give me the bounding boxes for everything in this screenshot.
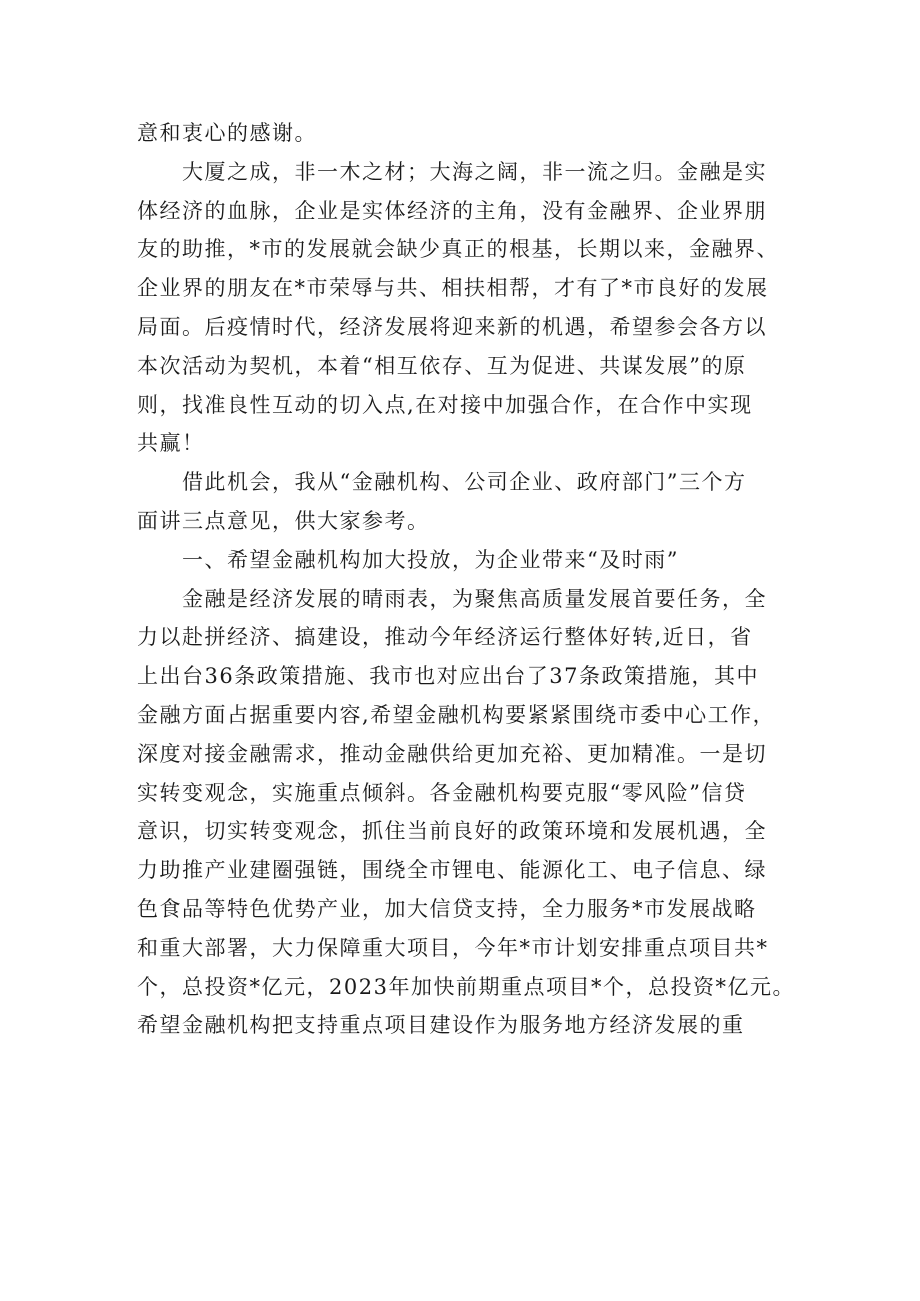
text-line: 共赢！ bbox=[137, 431, 205, 456]
paragraph-start-line: 大厦之成，非一木之材；大海之阔，非一流之归。金融是实 bbox=[182, 159, 767, 184]
text-line: 企业界的朋友在*市荣辱与共、相扶相帮，才有了*市良好的发展 bbox=[137, 276, 769, 301]
text-line: 实转变观念，实施重点倾斜。各金融机构要克服“零风险”信贷 bbox=[137, 780, 747, 805]
text-line: 希望金融机构把支持重点项目建设作为服务地方经济发展的重 bbox=[137, 1013, 745, 1038]
text-line: 个，总投资*亿元，2023年加快前期重点项目*个，总投资*亿元。 bbox=[137, 974, 795, 999]
text-line: 金融方面占据重要内容,希望金融机构要紧紧围绕市委中心工作， bbox=[137, 702, 776, 727]
text-line: 意和衷心的感谢。 bbox=[137, 121, 317, 145]
paragraph-start-line: 金融是经济发展的晴雨表，为聚焦高质量发展首要任务，全 bbox=[182, 586, 767, 611]
text-line: 体经济的血脉，企业是实体经济的主角，没有金融界、企业界朋 bbox=[137, 198, 767, 223]
text-line: 和重大部署，大力保障重大项目，今年*市计划安排重点项目共* bbox=[137, 935, 769, 960]
paragraph-start-line: 借此机会，我从“金融机构、公司企业、政府部门”三个方 bbox=[182, 470, 747, 495]
text-line: 本次活动为契机，本着“相互依存、互为促进、共谋发展”的原 bbox=[137, 353, 747, 378]
text-line: 力以赴拼经济、搞建设，推动今年经济运行整体好转,近日，省 bbox=[137, 625, 753, 650]
text-line: 深度对接金融需求，推动金融供给更加充裕、更加精准。一是切 bbox=[137, 741, 767, 766]
document-page bbox=[137, 114, 797, 1045]
text-line: 上出台36条政策措施、我市也对应出台了37条政策措施，其中 bbox=[137, 664, 759, 689]
text-line: 局面。后疫情时代，经济发展将迎来新的机遇，希望参会各方以 bbox=[137, 314, 767, 339]
text-line: 友的助推，*市的发展就会缺少真正的根基，长期以来，金融界、 bbox=[137, 237, 779, 262]
text-line: 则，找准良性互动的切入点,在对接中加强合作，在合作中实现 bbox=[137, 392, 753, 417]
section-heading: 一、希望金融机构加大投放，为企业带来“及时雨” bbox=[182, 547, 679, 572]
text-line: 意识，切实转变观念，抓住当前良好的政策环境和发展机遇，全 bbox=[137, 819, 767, 844]
text-line: 色食品等特色优势产业，加大信贷支持，全力服务*市发展战略 bbox=[137, 896, 757, 921]
text-line: 面讲三点意见，供大家参考。 bbox=[137, 508, 430, 533]
text-line: 力助推产业建圈强链，围绕全市锂电、能源化工、电子信息、绿 bbox=[137, 858, 767, 883]
